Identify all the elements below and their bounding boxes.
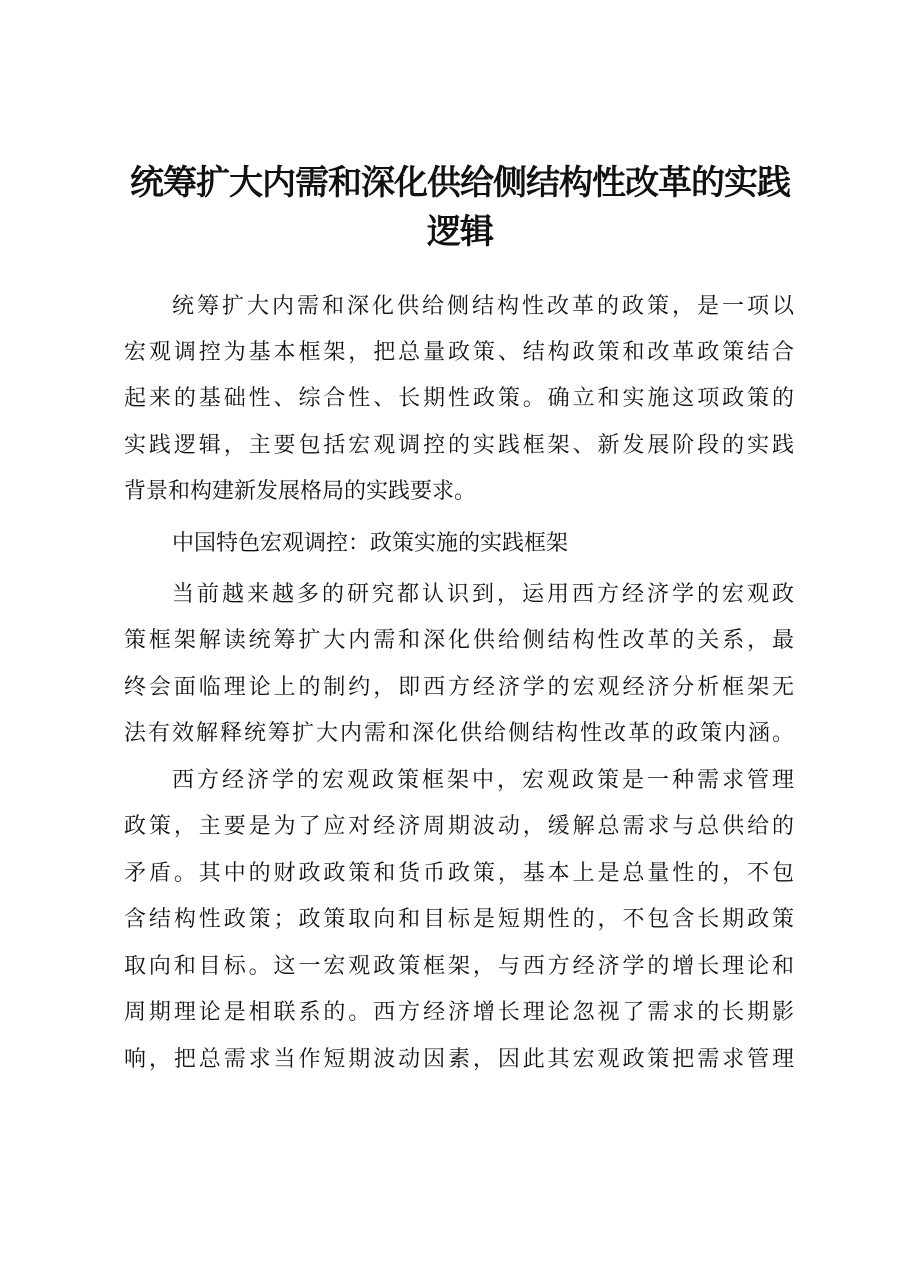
body-line: 取向和目标。这一宏观政策框架，与西方经济学的增长理论和 <box>124 954 794 979</box>
body-line: 策框架解读统筹扩大内需和深化供给侧结构性改革的关系，最 <box>124 628 794 653</box>
body-line: 统筹扩大内需和深化供给侧结构性改革的政策，是一项以 <box>172 294 794 319</box>
document-title-line-2: 逻辑 <box>427 212 493 252</box>
body-line: 响，把总需求当作短期波动因素，因此其宏观政策把需求管理 <box>124 1047 794 1072</box>
document-title-line-1: 统筹扩大内需和深化供给侧结构性改革的实践 <box>130 163 790 203</box>
body-line: 宏观调控为基本框架，把总量政策、结构政策和改革政策结合 <box>124 340 794 365</box>
body-line: 西方经济学的宏观政策框架中，宏观政策是一种需求管理 <box>172 768 794 793</box>
body-line: 含结构性政策；政策取向和目标是短期性的，不包含长期政策 <box>124 907 794 932</box>
body-line: 当前越来越多的研究都认识到，运用西方经济学的宏观政 <box>172 582 794 607</box>
section-heading: 中国特色宏观调控：政策实施的实践框架 <box>172 531 569 556</box>
body-line: 周期理论是相联系的。西方经济增长理论忽视了需求的长期影 <box>124 1000 794 1025</box>
body-line: 法有效解释统筹扩大内需和深化供给侧结构性改革的政策内涵。 <box>124 721 794 746</box>
body-line: 实践逻辑，主要包括宏观调控的实践框架、新发展阶段的实践 <box>124 433 794 458</box>
body-line: 背景和构建新发展格局的实践要求。 <box>124 479 477 504</box>
body-line: 矛盾。其中的财政政策和货币政策，基本上是总量性的，不包 <box>124 861 794 886</box>
body-line: 政策，主要是为了应对经济周期波动，缓解总需求与总供给的 <box>124 814 794 839</box>
body-line: 终会面临理论上的制约，即西方经济学的宏观经济分析框架无 <box>124 675 794 700</box>
body-line: 起来的基础性、综合性、长期性政策。确立和实施这项政策的 <box>124 386 794 411</box>
